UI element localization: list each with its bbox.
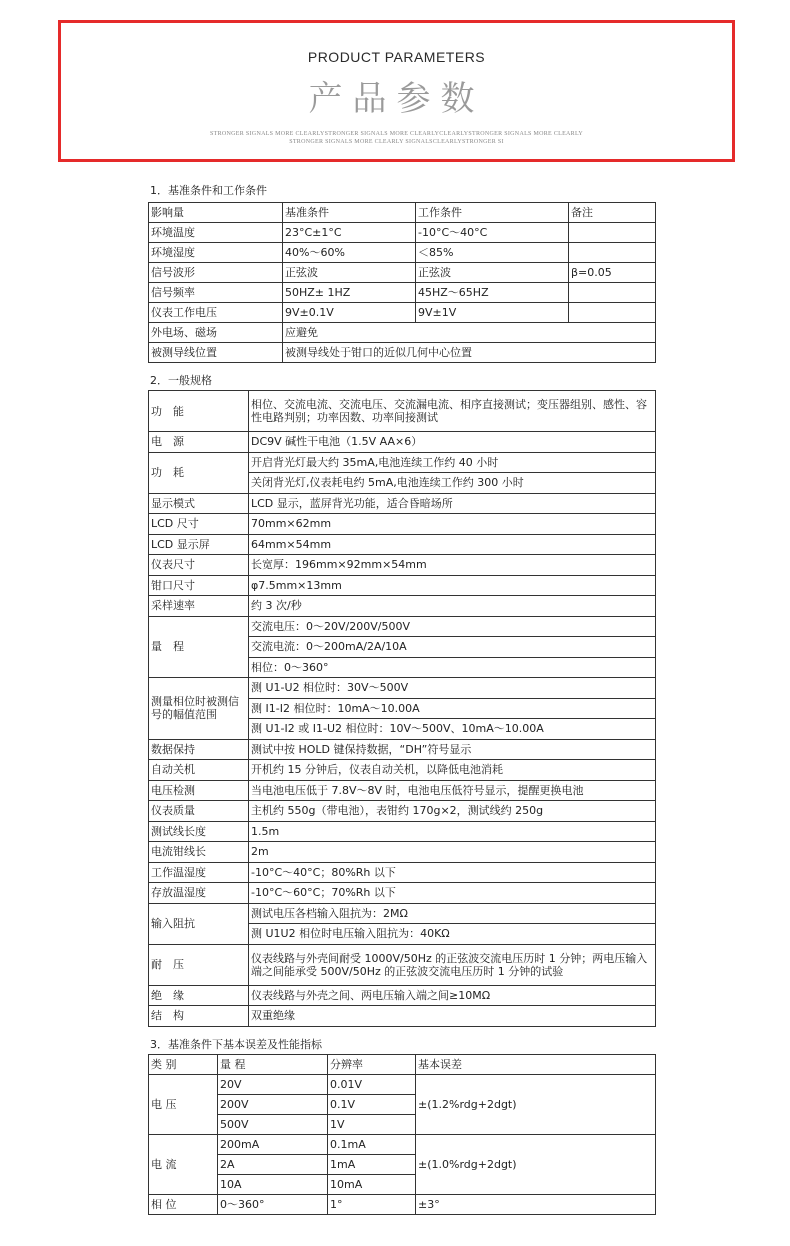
spec-value: 长宽厚：196mm×92mm×54mm [249,555,656,576]
table-cell: 1mA [328,1155,416,1175]
spec-label: 结 构 [149,1006,249,1027]
table-row [149,243,656,263]
header-cell: 备注 [569,203,656,223]
banner-slogan-line-2: STRONGER SIGNALS MORE CLEARLY SIGNALSCLEARLYSTRONGER SI [289,139,504,145]
table-row [149,780,656,801]
spec-label: 工作温湿度 [149,862,249,883]
general-specs-table [148,390,656,1027]
table-cell: 0.01V [328,1075,416,1095]
table-row [149,575,656,596]
table-cell: 10A [218,1175,328,1195]
spec-value: 开启背光灯最大约 35mA,电池连续工作约 40 小时 [249,452,656,473]
spec-value: 关闭背光灯,仪表耗电约 5mA,电池连续工作约 300 小时 [249,473,656,494]
table-row [149,1006,656,1027]
spec-value: 70mm×62mm [249,514,656,535]
table-row [149,223,656,243]
spec-label: LCD 显示屏 [149,534,249,555]
spec-value: 仪表线路与外壳之间、两电压输入端之间≥10MΩ [249,985,656,1006]
spec-value: 双重绝缘 [249,1006,656,1027]
table-row [149,985,656,1006]
table-row [149,493,656,514]
table-cell: 50HZ± 1HZ [283,283,416,303]
table-cell: 被测导线位置 [149,343,283,363]
spec-value: -10°C～60°C；70%Rh 以下 [249,883,656,904]
category-cell: 相 位 [149,1195,218,1215]
spec-value: 仪表线路与外壳间耐受 1000V/50Hz 的正弦波交流电压历时 1 分钟；两电压输入端之间能承受 500V/50Hz 的正弦波交流电压历时 1 分钟的试验 [249,944,656,985]
header-cell: 类 别 [149,1055,218,1075]
spec-value: 交流电流：0～200mA/2A/10A [249,637,656,658]
table-row [149,1075,656,1095]
spec-value: LCD 显示，蓝屏背光功能，适合昏暗场所 [249,493,656,514]
category-cell: 电 流 [149,1135,218,1195]
table-row [149,760,656,781]
spec-label: 采样速率 [149,596,249,617]
spec-value: 测 U1-I2 或 I1-U2 相位时：10V～500V、10mA～10.00A [249,719,656,740]
table-row [149,514,656,535]
table-row [149,596,656,617]
table-row [149,391,656,432]
table-cell: 45HZ～65HZ [416,283,569,303]
section-1-title: 1．基准条件和工作条件 [150,184,267,197]
banner-slogan [187,130,607,146]
table-row [149,944,656,985]
spec-label: 钳口尺寸 [149,575,249,596]
spec-value: 2m [249,842,656,863]
spec-label: 电 源 [149,432,249,453]
table-row [149,303,656,323]
spec-value: DC9V 碱性干电池（1.5V AA×6） [249,432,656,453]
conditions-table [148,202,656,363]
table-cell: 20V [218,1075,328,1095]
spec-label: 功 能 [149,391,249,432]
banner-slogan-line-1: STRONGER SIGNALS MORE CLEARLYSTRONGER SIGNALS MORE CLEARLYCLEARLYSTRONGER SIGNALS MORE CLEARLY [210,131,583,137]
spec-value: 相位、交流电流、交流电压、交流漏电流、相序直接测试；变压器组别、感性、容性电路判别；功率因数、功率间接测试 [249,391,656,432]
table-row [149,555,656,576]
table-cell: 9V±1V [416,303,569,323]
table-row [149,1195,656,1215]
table-cell: -10°C～40°C [416,223,569,243]
table-row [149,678,656,699]
table-cell: ＜85% [416,243,569,263]
table-cell: 40%～60% [283,243,416,263]
spec-label: 量 程 [149,616,249,678]
table-cell: 10mA [328,1175,416,1195]
header-cell: 影响量 [149,203,283,223]
table-cell: 2A [218,1155,328,1175]
table-cell: 0.1mA [328,1135,416,1155]
table-cell: 1° [328,1195,416,1215]
section-3-title: 3．基准条件下基本误差及性能指标 [150,1038,322,1051]
product-parameters-banner [58,20,735,162]
spec-value: -10°C～40°C；80%Rh 以下 [249,862,656,883]
table-cell: 200V [218,1095,328,1115]
spec-value: 开机约 15 分钟后，仪表自动关机，以降低电池消耗 [249,760,656,781]
error-cell: ±(1.0%rdg+2dgt) [416,1135,656,1195]
spec-value: 约 3 次/秒 [249,596,656,617]
table-row [149,801,656,822]
error-cell: ±3° [416,1195,656,1215]
spec-value: 测 U1-U2 相位时：30V～500V [249,678,656,699]
header-cell: 基准条件 [283,203,416,223]
table-cell: 应避免 [283,323,656,343]
table-cell: 正弦波 [283,263,416,283]
accuracy-table [148,1054,656,1215]
table-row [149,883,656,904]
spec-label: 测量相位时被测信号的幅值范围 [149,678,249,740]
spec-label: 显示模式 [149,493,249,514]
table-row [149,263,656,283]
spec-label: 耐 压 [149,944,249,985]
spec-label: 仪表尺寸 [149,555,249,576]
spec-value: 主机约 550g（带电池），表钳约 170g×2，测试线约 250g [249,801,656,822]
category-cell: 电 压 [149,1075,218,1135]
table-row [149,323,656,343]
table-cell: 信号波形 [149,263,283,283]
table-header-row [149,1055,656,1075]
table-cell: 0.1V [328,1095,416,1115]
table-cell: β=0.05 [569,263,656,283]
table-cell [569,303,656,323]
spec-label: 存放温湿度 [149,883,249,904]
spec-label: 电压检测 [149,780,249,801]
table-cell: 0～360° [218,1195,328,1215]
section-2-title: 2．一般规格 [150,374,212,387]
table-cell: 1V [328,1115,416,1135]
table-row [149,842,656,863]
header-cell: 基本误差 [416,1055,656,1075]
banner-title-cn: 产品参数 [308,79,485,119]
spec-value: 测 U1U2 相位时电压输入阻抗为：40KΩ [249,924,656,945]
table-row [149,432,656,453]
error-cell: ±(1.2%rdg+2dgt) [416,1075,656,1135]
spec-value: 64mm×54mm [249,534,656,555]
spec-label: 功 耗 [149,452,249,493]
spec-value: 当电池电压低于 7.8V～8V 时，电池电压低符号显示，提醒更换电池 [249,780,656,801]
table-cell [569,243,656,263]
spec-value: 1.5m [249,821,656,842]
spec-label: 数据保持 [149,739,249,760]
spec-label: LCD 尺寸 [149,514,249,535]
banner-title-en: PRODUCT PARAMETERS [307,49,486,65]
table-cell: 被测导线处于钳口的近似几何中心位置 [283,343,656,363]
spec-value: 测试电压各档输入阻抗为：2MΩ [249,903,656,924]
table-cell [569,223,656,243]
header-cell: 量 程 [218,1055,328,1075]
table-cell [569,283,656,303]
table-cell: 外电场、磁场 [149,323,283,343]
table-row [149,534,656,555]
table-cell: 正弦波 [416,263,569,283]
spec-label: 输入阻抗 [149,903,249,944]
spec-value: 测试中按 HOLD 键保持数据，“DH”符号显示 [249,739,656,760]
table-cell: 23°C±1°C [283,223,416,243]
table-cell: 环境湿度 [149,243,283,263]
spec-label: 测试线长度 [149,821,249,842]
table-row [149,616,656,637]
table-row [149,903,656,924]
table-row [149,821,656,842]
spec-value: 测 I1-I2 相位时：10mA～10.00A [249,698,656,719]
spec-value: 交流电压：0～20V/200V/500V [249,616,656,637]
table-cell: 200mA [218,1135,328,1155]
table-row [149,452,656,473]
table-row [149,739,656,760]
spec-value: 相位：0～360° [249,657,656,678]
spec-value: φ7.5mm×13mm [249,575,656,596]
table-row [149,283,656,303]
table-row [149,1135,656,1155]
table-row [149,862,656,883]
spec-label: 仪表质量 [149,801,249,822]
table-row [149,343,656,363]
spec-label: 自动关机 [149,760,249,781]
header-cell: 分辨率 [328,1055,416,1075]
table-cell: 9V±0.1V [283,303,416,323]
header-cell: 工作条件 [416,203,569,223]
table-cell: 仪表工作电压 [149,303,283,323]
spec-label: 绝 缘 [149,985,249,1006]
table-cell: 信号频率 [149,283,283,303]
table-header-row [149,203,656,223]
table-cell: 环境温度 [149,223,283,243]
table-cell: 500V [218,1115,328,1135]
spec-label: 电流钳线长 [149,842,249,863]
